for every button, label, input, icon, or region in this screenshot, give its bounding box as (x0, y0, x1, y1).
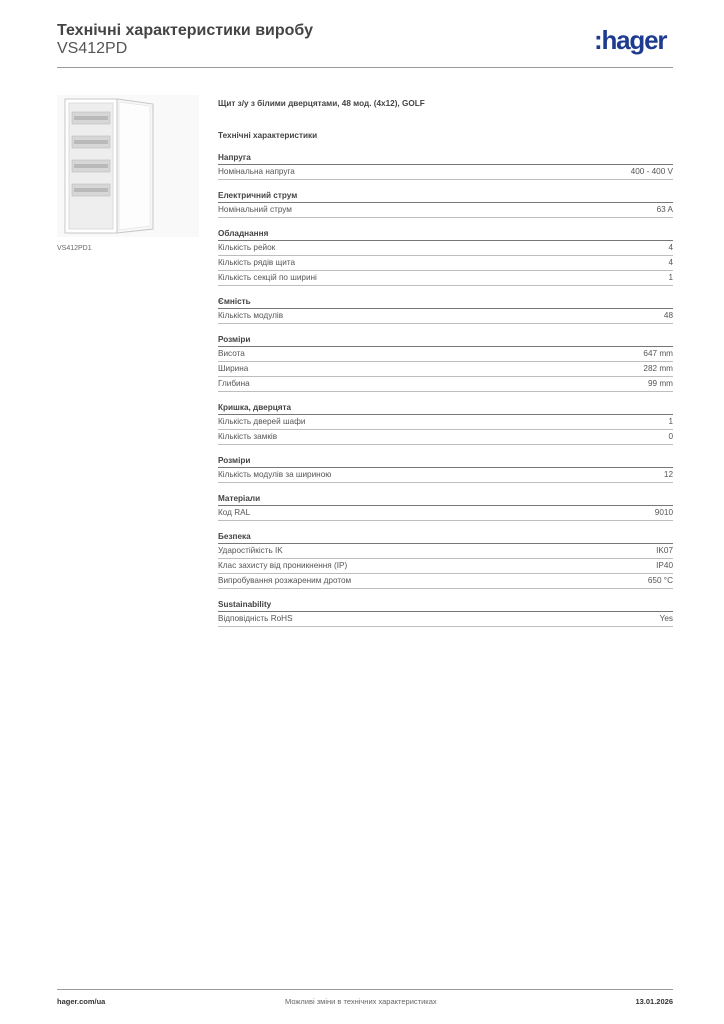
product-code: VS412PD (57, 40, 128, 57)
spec-label: Кількість дверей шафи (218, 417, 306, 426)
spec-label: Кількість рейок (218, 243, 276, 252)
footer-divider (57, 989, 673, 990)
spec-row (218, 203, 673, 218)
spec-row (218, 362, 673, 377)
spec-group-title: Розміри (218, 334, 673, 347)
spec-group-title: Напруга (218, 152, 673, 165)
spec-row (218, 574, 673, 589)
spec-label: Код RAL (218, 508, 251, 517)
spec-group (218, 531, 673, 589)
spec-group-title: Безпека (218, 531, 673, 544)
page-title: Технічні характеристики виробу (57, 22, 313, 39)
spec-value: 99 mm (647, 379, 673, 388)
hager-logo: :hager (594, 25, 667, 55)
spec-value: Yes (659, 614, 673, 623)
spec-group-title: Sustainability (218, 599, 673, 612)
spec-value: 12 (663, 470, 673, 479)
spec-label: Ширина (218, 364, 249, 373)
footer-website: hager.com/ua (57, 997, 106, 1006)
spec-group (218, 599, 673, 627)
spec-group-title: Розміри (218, 455, 673, 468)
spec-row (218, 468, 673, 483)
spec-value: IK07 (656, 546, 673, 555)
spec-group (218, 296, 673, 324)
spec-group (218, 228, 673, 286)
product-image (57, 95, 199, 237)
spec-row (218, 377, 673, 392)
spec-group (218, 334, 673, 392)
spec-value: 1 (668, 273, 673, 282)
spec-group-title: Ємність (218, 296, 673, 309)
spec-row (218, 544, 673, 559)
spec-row (218, 506, 673, 521)
spec-label: Висота (218, 349, 245, 358)
spec-label: Ударостійкість IK (218, 546, 283, 555)
product-name: Щит з/у з білими дверцятами, 48 мод. (4x12), GOLF (218, 99, 425, 108)
spec-value: 4 (668, 243, 673, 252)
spec-row (218, 415, 673, 430)
spec-group-title: Кришка, дверцята (218, 402, 673, 415)
spec-row (218, 256, 673, 271)
spec-row (218, 347, 673, 362)
spec-label: Клас захисту від проникнення (IP) (218, 561, 348, 570)
footer-date: 13.01.2026 (635, 997, 673, 1006)
header-divider (57, 67, 673, 68)
spec-panel (218, 98, 673, 627)
spec-group (218, 455, 673, 483)
spec-group (218, 152, 673, 180)
spec-value: 1 (668, 417, 673, 426)
spec-group-title: Електричний струм (218, 190, 673, 203)
spec-group (218, 493, 673, 521)
spec-row (218, 559, 673, 574)
spec-value: 650 °C (647, 576, 673, 585)
spec-label: Номінальний струм (218, 205, 292, 214)
spec-value: 9010 (654, 508, 673, 517)
spec-group-title: Матеріали (218, 493, 673, 506)
spec-value: IP40 (656, 561, 673, 570)
spec-label: Випробування розжареним дротом (218, 576, 352, 585)
spec-label: Відповідність RoHS (218, 614, 293, 623)
spec-label: Кількість замків (218, 432, 278, 441)
spec-row (218, 612, 673, 627)
spec-value: 48 (663, 311, 673, 320)
spec-value: 63 A (656, 205, 673, 214)
spec-row (218, 430, 673, 445)
spec-group (218, 402, 673, 445)
spec-group-title: Обладнання (218, 228, 673, 241)
spec-row (218, 271, 673, 286)
spec-label: Глибина (218, 379, 250, 388)
spec-label: Кількість модулів за шириною (218, 470, 332, 479)
image-caption: VS412PD1 (57, 245, 92, 252)
spec-label: Номінальна напруга (218, 167, 295, 176)
spec-value: 282 mm (643, 364, 673, 373)
spec-row (218, 241, 673, 256)
spec-label: Кількість рядів щита (218, 258, 296, 267)
footer-notice: Можливі зміни в технічних характеристиках (285, 997, 437, 1006)
spec-value: 647 mm (643, 349, 673, 358)
spec-value: 0 (668, 432, 673, 441)
spec-group (218, 190, 673, 218)
spec-label: Кількість модулів (218, 311, 284, 320)
spec-value: 4 (668, 258, 673, 267)
spec-heading: Технічні характеристики (218, 131, 318, 140)
spec-value: 400 - 400 V (630, 167, 673, 176)
spec-row (218, 309, 673, 324)
spec-label: Кількість секцій по ширині (218, 273, 317, 282)
spec-row (218, 165, 673, 180)
